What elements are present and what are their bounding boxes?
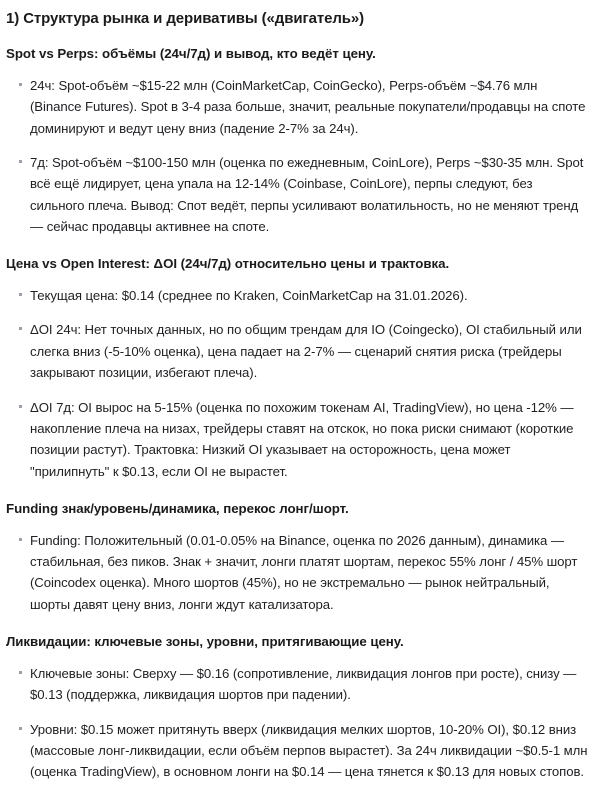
bullet-square-icon <box>19 671 22 674</box>
list-item-text: 7д: Spot-объём ~$100-150 млн (оценка по ежедневным, CoinLore), Perps ~$30-35 млн. Spot всё ещё лидирует, цена упала на 12-14% (Coinbase, CoinLore), перпы следуют, без сильного плеча. Вывод: Спот ведёт, перпы усиливают волатильность, но не меняют тренд — сейчас продавцы активнее на споте. <box>30 154 584 235</box>
list-item <box>6 75 590 139</box>
list-item <box>6 152 590 238</box>
bullet-square-icon <box>19 327 22 330</box>
list-item <box>6 397 590 483</box>
list-item-text: Funding: Положительный (0.01-0.05% на Binance, оценка по 2026 данным), динамика — стабильная, без пиков. Знак + значит, лонги платят шортам, перекос 55% лонг / 45% шорт (Coincodex оценка). Много шортов (45%), но не экстремально — рынок нейтральный, шорты давят цену вниз, лонги ждут катализатора. <box>30 532 578 612</box>
section-liquidations <box>6 633 590 782</box>
list-item <box>6 319 590 383</box>
bullet-square-icon <box>19 83 22 86</box>
list-item-text: Уровни: $0.15 может притянуть вверх (ликвидация мелких шортов, 10-20% OI), $0.12 вниз (массовые лонг-ликвидации, если объём перпов вырастет). За 24ч ликвидации ~$0.5-1 млн (оценка TradingView), в основном лонги на $0.14 — цена тянется к $0.13 для новых стопов. <box>30 721 588 780</box>
list-item <box>6 719 590 783</box>
section-heading: Ликвидации: ключевые зоны, уровни, притягивающие цену. <box>6 634 404 650</box>
list-item <box>6 663 590 706</box>
list-item <box>6 285 590 306</box>
bullet-square-icon <box>19 405 22 408</box>
bullet-list <box>6 530 590 616</box>
bullet-square-icon <box>19 293 22 296</box>
bullet-square-icon <box>19 727 22 730</box>
list-item-text: Текущая цена: $0.14 (среднее по Kraken, CoinMarketCap на 31.01.2026). <box>30 288 468 304</box>
bullet-list <box>6 285 590 482</box>
list-item-text: Ключевые зоны: Сверху — $0.16 (сопротивление, ликвидация лонгов при росте), снизу — $0.13 (поддержка, ликвидация шортов при падении). <box>30 665 577 703</box>
section-heading: Funding знак/уровень/динамика, перекос лонг/шорт. <box>6 501 349 517</box>
section-heading: Цена vs Open Interest: ΔOI (24ч/7д) относительно цены и трактовка. <box>6 256 450 272</box>
section-funding <box>6 500 590 615</box>
section-spot-vs-perps <box>6 45 590 237</box>
list-item-text: ΔOI 7д: OI вырос на 5-15% (оценка по похожим токенам AI, TradingView), но цена -12% — накопление плеча на низах, трейдеры ставят на отскок, но пока риски снимают (короткие позиции растут). Трактовка: Низкий OI указывает на осторожность, цена может "прилипнуть" к $0.13, если OI не вырастет. <box>30 399 574 479</box>
bullet-list <box>6 663 590 783</box>
bullet-list <box>6 75 590 238</box>
bullet-square-icon <box>19 160 22 163</box>
section-price-vs-open-interest <box>6 255 590 482</box>
list-item-text: ΔOI 24ч: Нет точных данных, но по общим трендам для IO (Coingecko), OI стабильный или слегка вниз (-5-10% оценка), цена падает на 2-7% — сценарий снятия риска (трейдеры закрывают позиции, избегают плеча). <box>30 322 582 381</box>
sections-container <box>6 45 590 782</box>
section-heading: Spot vs Perps: объёмы (24ч/7д) и вывод, кто ведёт цену. <box>6 46 376 62</box>
page-title: 1) Структура рынка и деривативы («двигатель») <box>6 10 365 27</box>
bullet-square-icon <box>19 538 22 541</box>
list-item <box>6 530 590 616</box>
list-item-text: 24ч: Spot-объём ~$15-22 млн (CoinMarketCap, CoinGecko), Perps-объём ~$4.76 млн (Binance Futures). Spot в 3-4 раза больше, значит, реальные покупатели/продавцы на споте доминируют и ведут цену вниз (падение 2-7% за 24ч). <box>30 77 586 136</box>
